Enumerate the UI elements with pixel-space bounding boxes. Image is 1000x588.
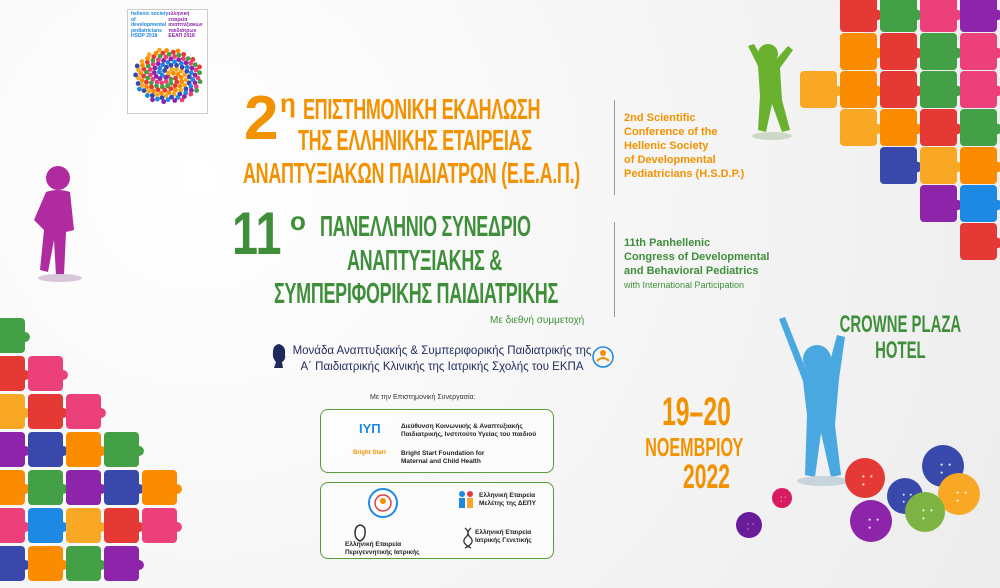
puzzle-piece bbox=[66, 508, 101, 543]
brain-dot bbox=[145, 75, 150, 80]
puzzle-knob bbox=[134, 560, 144, 570]
event2-line1: ΠΑΝΕΛΛΗΝΙΟ ΣΥΝΕΔΡΙΟ bbox=[320, 211, 531, 243]
brain-dot bbox=[155, 96, 160, 101]
button-decoration-small-purple bbox=[736, 512, 762, 538]
puzzle-piece bbox=[840, 0, 877, 32]
brain-dot bbox=[164, 79, 169, 84]
iyp-logo: ΙΥΠ bbox=[359, 421, 381, 436]
organizer-line2: Α΄ Παιδιατρικής Κλινικής της Ιατρικής Σχολής του ΕΚΠΑ bbox=[300, 361, 584, 373]
puzzle-piece bbox=[880, 71, 917, 108]
puzzle-piece bbox=[66, 432, 101, 467]
brain-dot bbox=[177, 52, 182, 57]
collab-box-2 bbox=[320, 482, 554, 559]
brain-dot bbox=[151, 88, 156, 93]
brain-dot bbox=[142, 88, 147, 93]
button-decoration-small-pink bbox=[772, 488, 792, 508]
date-year: 2022 bbox=[683, 458, 730, 496]
puzzle-piece bbox=[920, 71, 957, 108]
brain-dot bbox=[164, 48, 169, 53]
divider-1 bbox=[614, 100, 615, 195]
puzzle-piece bbox=[840, 109, 877, 146]
button-decoration-purple bbox=[850, 500, 892, 542]
puzzle-piece bbox=[920, 0, 957, 32]
brain-dots-icon bbox=[128, 40, 207, 118]
deppy-line2: Μελέτης της ΔΕΠΥ bbox=[479, 500, 536, 507]
organizer bbox=[292, 343, 592, 375]
puzzle-piece bbox=[66, 470, 101, 505]
brain-dot bbox=[169, 76, 174, 81]
clinic-logo-icon bbox=[592, 346, 614, 368]
gen-line2: Ιατρικής Γενετικής bbox=[475, 537, 532, 544]
puzzle-piece bbox=[28, 470, 63, 505]
event1-english bbox=[624, 111, 744, 181]
puzzle-knob bbox=[134, 446, 144, 456]
iyp-text bbox=[401, 423, 536, 439]
event2-en-line1: 11th Panhellenic bbox=[624, 237, 711, 249]
logo-gr-line3: παιδιάτρων bbox=[168, 27, 197, 34]
brain-dot bbox=[146, 88, 151, 93]
iyp-line1: Διεύθυνση Κοινωνικής & Αναπτυξιακής bbox=[401, 423, 523, 430]
bright-start-logo: Bright Start bbox=[353, 450, 386, 456]
perinatal-text bbox=[345, 541, 420, 557]
event1-line1: ΕΠΙΣΤΗΜΟΝΙΚΗ ΕΚΔΗΛΩΣΗ bbox=[303, 94, 541, 126]
adhd-society-icon bbox=[455, 489, 477, 511]
brain-dot bbox=[147, 52, 152, 57]
brain-dot bbox=[171, 49, 176, 54]
event1-line3: ΑΝΑΠΤΥΞΙΑΚΩΝ ΠΑΙΔΙΑΤΡΩΝ (Ε.Ε.Α.Π.) bbox=[243, 158, 580, 190]
logo-gr-line1: ελληνική εταιρεία bbox=[168, 11, 190, 23]
puzzle-piece bbox=[920, 33, 957, 70]
puzzle-piece bbox=[880, 0, 917, 32]
puzzle-piece bbox=[880, 33, 917, 70]
puzzle-piece bbox=[142, 508, 177, 543]
puzzle-piece bbox=[920, 109, 957, 146]
genetics-text bbox=[475, 529, 532, 545]
brain-dot bbox=[197, 64, 202, 69]
logo-gr-line2: αναπτυξιακών bbox=[168, 22, 203, 28]
puzzle-piece bbox=[960, 33, 997, 70]
puzzle-piece bbox=[840, 33, 877, 70]
puzzle-piece bbox=[104, 470, 139, 505]
brain-dot bbox=[172, 54, 177, 59]
puzzle-knob bbox=[96, 408, 106, 418]
logo-en-line3: pediatricians bbox=[131, 27, 162, 34]
peri-line2: Περιγεννητικής Ιατρικής bbox=[345, 549, 420, 556]
brain-dot bbox=[184, 60, 189, 65]
event1-en-line2: Conference of the bbox=[624, 126, 718, 138]
brain-dot bbox=[172, 98, 177, 103]
child-silhouette-green bbox=[738, 40, 798, 145]
brain-dot bbox=[184, 68, 189, 73]
event2-sub: Με διεθνή συμμετοχή bbox=[490, 315, 585, 326]
venue-line1: CROWNE PLAZA bbox=[839, 311, 962, 338]
brain-dot bbox=[188, 91, 193, 96]
puzzle-piece bbox=[920, 185, 957, 222]
brain-dot bbox=[177, 83, 182, 88]
brain-dot bbox=[180, 97, 185, 102]
event1-en-line3: Hellenic Society bbox=[624, 140, 709, 152]
event2-english bbox=[624, 236, 769, 292]
puzzle-piece bbox=[28, 432, 63, 467]
puzzle-piece bbox=[66, 394, 101, 429]
brain-dot bbox=[176, 57, 181, 62]
puzzle-piece bbox=[104, 546, 139, 581]
puzzle-piece bbox=[840, 71, 877, 108]
bs-line2: Maternal and Child Health bbox=[401, 458, 481, 465]
event1-number: 2 bbox=[244, 84, 279, 153]
event2-en-line3: and Behavioral Pediatrics bbox=[624, 265, 759, 277]
logo-en-line2: developmental bbox=[131, 22, 167, 28]
brain-dot bbox=[144, 79, 149, 84]
brain-dot bbox=[186, 56, 191, 61]
event1-superscript: η bbox=[280, 88, 296, 118]
brain-dot bbox=[169, 67, 174, 72]
puzzle-piece bbox=[28, 394, 63, 429]
puzzle-piece bbox=[104, 508, 139, 543]
puzzle-piece bbox=[920, 147, 957, 184]
venue-line2: HOTEL bbox=[875, 337, 926, 364]
collab-box-1 bbox=[320, 409, 554, 473]
puzzle-piece bbox=[960, 223, 997, 260]
brain-dot bbox=[150, 97, 155, 102]
perinatal-society-seal-icon bbox=[367, 487, 399, 519]
organizer-line1: Μονάδα Αναπτυξιακής & Συμπεριφορικής Παιδιατρικής της bbox=[292, 345, 592, 357]
puzzle-knob bbox=[172, 484, 182, 494]
bs-line1: Bright Start Foundation for bbox=[401, 450, 485, 457]
button-decoration-red bbox=[845, 458, 885, 498]
bs-text bbox=[401, 450, 484, 466]
brain-dot bbox=[173, 83, 178, 88]
brain-dot bbox=[136, 81, 141, 86]
puzzle-piece bbox=[104, 432, 139, 467]
puzzle-knob bbox=[58, 370, 68, 380]
puzzle-piece bbox=[960, 147, 997, 184]
brain-dot bbox=[157, 47, 162, 52]
event2-superscript: ο bbox=[290, 206, 306, 236]
brain-dot bbox=[191, 57, 196, 62]
brain-dot bbox=[133, 72, 138, 77]
event1-en-line1: 2nd Scientific bbox=[624, 112, 696, 124]
brain-dot bbox=[197, 70, 202, 75]
brain-dot bbox=[149, 80, 154, 85]
hsdp-logo bbox=[127, 9, 208, 114]
logo-en-line4: HSDP 2018 bbox=[131, 33, 158, 39]
brain-dot bbox=[198, 79, 203, 84]
brain-dot bbox=[190, 65, 195, 70]
brain-dot bbox=[193, 62, 198, 67]
puzzle-piece bbox=[66, 546, 101, 581]
puzzle-piece bbox=[960, 109, 997, 146]
event2-line3: ΣΥΜΠΕΡΙΦΟΡΙΚΗΣ ΠΑΙΔΙΑΤΡΙΚΗΣ bbox=[274, 278, 558, 310]
brain-dot bbox=[166, 97, 171, 102]
date-month: ΝΟΕΜΒΡΙΟΥ bbox=[645, 432, 744, 462]
brain-dot bbox=[181, 52, 186, 57]
brain-dot bbox=[155, 92, 160, 97]
puzzle-knob bbox=[20, 332, 30, 342]
deppy-line1: Ελληνική Εταιρεία bbox=[479, 492, 536, 499]
logo-en-line1: hellenic society of bbox=[131, 11, 169, 23]
brain-dot bbox=[145, 93, 150, 98]
brain-dot bbox=[135, 63, 140, 68]
mother-child-icon bbox=[351, 523, 369, 543]
brain-dot bbox=[150, 93, 155, 98]
puzzle-piece bbox=[800, 71, 837, 108]
logo-gr-line4: ΕΕΑΠ 2018 bbox=[168, 33, 195, 39]
event1-en-line4: of Developmental bbox=[624, 154, 716, 166]
puzzle-piece bbox=[142, 470, 177, 505]
event2-en-line2: Congress of Developmental bbox=[624, 251, 770, 263]
puzzle-piece bbox=[28, 356, 63, 391]
brain-dot bbox=[159, 90, 164, 95]
puzzle-piece bbox=[28, 546, 63, 581]
athena-head-icon bbox=[270, 342, 288, 370]
brain-dot bbox=[160, 62, 165, 67]
puzzle-piece bbox=[960, 0, 997, 32]
date-days: 19–20 bbox=[661, 390, 731, 434]
puzzle-piece bbox=[960, 185, 997, 222]
collab-heading: Με την Επιστημονική Συνεργασία: bbox=[370, 394, 476, 401]
event1-en-line5: Pediatricians (H.S.D.P.) bbox=[624, 168, 745, 180]
brain-dot bbox=[161, 99, 166, 104]
brain-dot bbox=[176, 48, 181, 53]
event2-line2: ΑΝΑΠΤΥΞΙΑΚΗΣ & bbox=[347, 245, 502, 277]
gen-line1: Ελληνική Εταιρεία bbox=[475, 529, 532, 536]
venue bbox=[826, 312, 975, 364]
brain-dot bbox=[194, 88, 199, 93]
child-silhouette-purple bbox=[30, 160, 90, 285]
brain-dot bbox=[140, 59, 145, 64]
deppy-text bbox=[479, 492, 536, 508]
puzzle-piece bbox=[880, 109, 917, 146]
puzzle-piece bbox=[960, 71, 997, 108]
divider-2 bbox=[614, 222, 615, 317]
brain-dot bbox=[185, 64, 190, 69]
event2-number: 11 bbox=[232, 200, 282, 267]
event1-line2: ΤΗΣ ΕΛΛΗΝΙΚΗΣ ΕΤΑΙΡΕΙΑΣ bbox=[298, 125, 532, 157]
puzzle-piece bbox=[880, 147, 917, 184]
iyp-line2: Παιδιατρικής, Ινστιτούτο Υγείας του παιδιού bbox=[401, 431, 537, 438]
event2-en-line4: with International Participation bbox=[624, 280, 745, 290]
puzzle-piece bbox=[28, 508, 63, 543]
brain-dot bbox=[137, 86, 142, 91]
button-decoration-green bbox=[905, 492, 945, 532]
peri-line1: Ελληνική Εταιρεία bbox=[345, 541, 402, 548]
puzzle-knob bbox=[172, 522, 182, 532]
brain-dot bbox=[181, 56, 186, 61]
dna-icon bbox=[463, 527, 473, 549]
